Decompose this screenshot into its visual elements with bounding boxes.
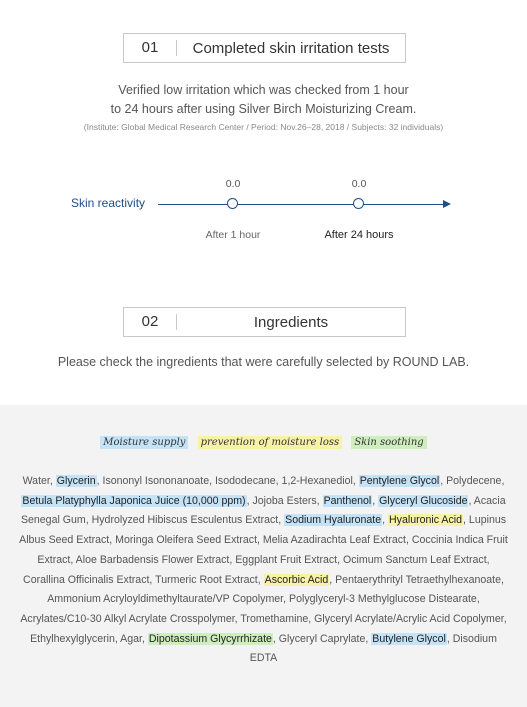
timeline-value-2: 0.0 (351, 178, 367, 190)
description-line-2: to 24 hours after using Silver Birch Moisturizing Cream. (110, 102, 417, 116)
ingredient-text: , Acacia Senegal Gum, Hydrolyzed Hibiscus Esculentus Extract, (20, 494, 506, 527)
legend-skin-soothing: Skin soothing (351, 436, 426, 449)
ingredient-text: , Polydecene, (440, 475, 505, 487)
legend-moisture-loss-prevention: prevention of moisture loss (198, 436, 343, 449)
arrow-right-icon (443, 200, 451, 208)
highlighted-ingredient: Glycerin (56, 475, 96, 487)
section-title: Completed skin irritation tests (192, 39, 390, 57)
timeline-label: Skin reactivity (71, 196, 146, 210)
ingredients-description: Please check the ingredients that were carefully selected by ROUND LAB. (57, 355, 470, 369)
highlighted-ingredient: Pentylene Glycol (359, 475, 440, 487)
ingredient-list (16, 472, 511, 669)
highlighted-ingredient: Betula Platyphylla Japonica Juice (10,000 ppm) (22, 494, 246, 507)
highlighted-ingredient: Panthenol (323, 494, 372, 507)
ingredient-text: , Pentaerythrityl Tetraethylhexanoate, Ammonium Acryloyldimethyltaurate/VP Copolymer, Polyglyceryl-3 Methylglucose Distearate, Acrylates/C10-30 Alkyl Acrylate Crosspolymer, Tromethamine, Glyceryl Acrylate/Acrylic Acid Copolymer, Ethylhexylglycerin, Agar, (20, 573, 507, 645)
ingredient-text: , Lupinus Albus Seed Extract, Moringa Oleifera Seed Extract, Melia Azadirachta Leaf Extract, Coccinia Indica Fruit Extract, Aloe Barbadensis Flower Extract, Eggplant Fruit Extract, Ocimum Sanctum Leaf Extract, Corallina Officinalis Extract, Turmeric Root Extract, (19, 514, 508, 586)
ingredient-text: , Isononyl Isononanoate, Isododecane, 1,2-Hexanediol, (96, 475, 359, 487)
section-header-irritation (123, 33, 406, 63)
highlighted-ingredient: Ascorbic Acid (264, 573, 329, 586)
highlighted-ingredient: Glyceryl Glucoside (379, 494, 468, 507)
test-note: (Institute: Global Medical Research Center / Period: Nov.26–28, 2018 / Subjects: 32 individuals) (83, 122, 444, 132)
section-number: 01 (124, 40, 177, 56)
ingredient-text: Water, (22, 475, 56, 487)
legend-moisture-supply: Moisture supply (100, 436, 188, 449)
section-title: Ingredients (253, 313, 329, 331)
timeline-time-1: After 1 hour (205, 229, 261, 241)
ingredient-text: , Disodium EDTA (249, 632, 497, 665)
highlighted-ingredient: Sodium Hyaluronate (285, 514, 382, 527)
timeline-dot-2 (353, 198, 364, 209)
section-number: 02 (124, 314, 177, 330)
irritation-description (0, 81, 527, 119)
description-line-1: Verified low irritation which was checked from 1 hour (118, 83, 409, 97)
highlighted-ingredient: Dipotassium Glycyrrhizate (148, 632, 272, 645)
ingredient-text: , Glyceryl Caprylate, (272, 632, 372, 645)
timeline-dot-1 (227, 198, 238, 209)
ingredient-text: , (372, 494, 379, 507)
timeline-time-2: After 24 hours (324, 229, 394, 241)
highlighted-ingredient: Hyaluronic Acid (389, 514, 463, 527)
ingredient-legend (0, 437, 527, 448)
highlighted-ingredient: Butylene Glycol (372, 632, 446, 645)
ingredient-text: , Jojoba Esters, (246, 494, 323, 507)
timeline-value-1: 0.0 (225, 178, 241, 190)
section-header-ingredients (123, 307, 406, 337)
timeline-line (158, 204, 445, 205)
ingredient-text: , (382, 514, 389, 527)
